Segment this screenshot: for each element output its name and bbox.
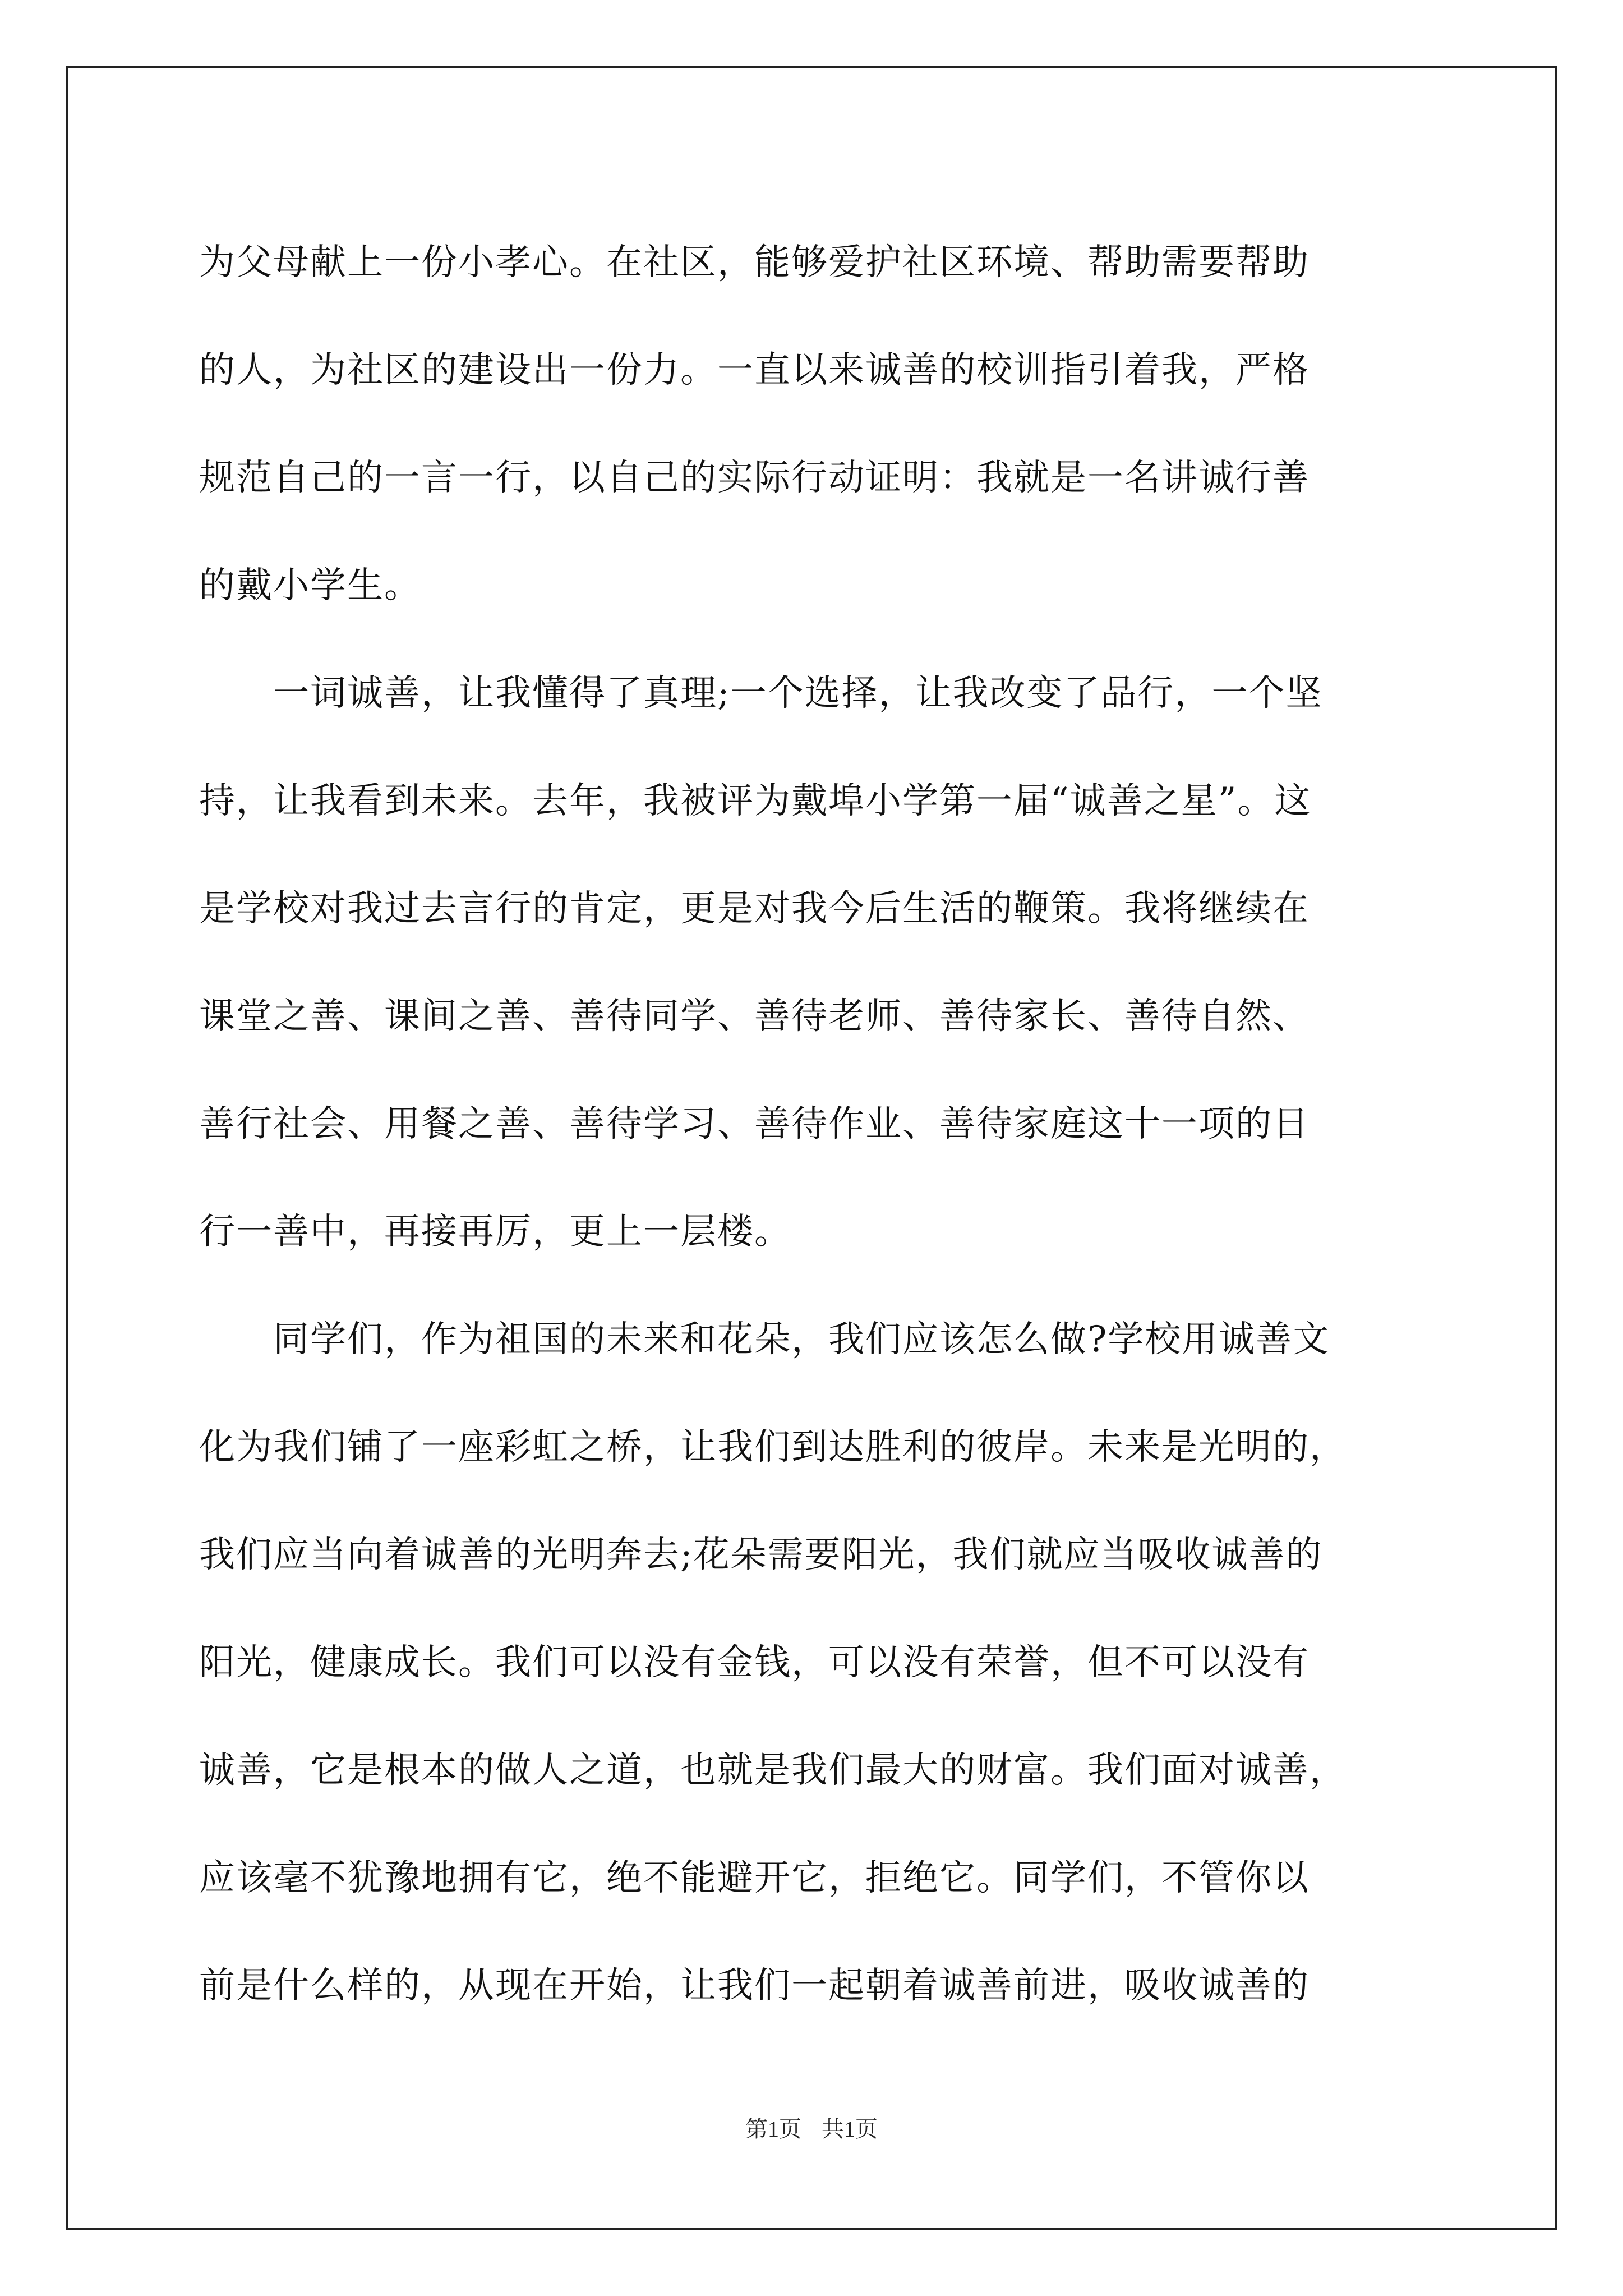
text-line: 同学们，作为祖国的未来和花朵，我们应该怎么做?学校用诚善文 (199, 1319, 1330, 1360)
text-line: 的戴小学生。 (199, 565, 421, 606)
text-line: 课堂之善、课间之善、善待同学、善待老师、善待家长、善待自然、 (199, 996, 1310, 1037)
text-line: 前是什么样的，从现在开始，让我们一起朝着诚善前进，吸收诚善的 (199, 1965, 1310, 2007)
document-body (199, 209, 1433, 2040)
page-number-total: 共1页 (822, 2116, 878, 2142)
text-line: 应该毫不犹豫地拥有它，绝不能避开它，拒绝它。同学们，不管你以 (199, 1857, 1310, 1899)
text-line: 持，让我看到未来。去年，我被评为戴埠小学第一届“诚善之星”。这 (199, 780, 1312, 822)
text-line: 化为我们铺了一座彩虹之桥，让我们到达胜利的彼岸。未来是光明的， (199, 1427, 1347, 1468)
text-line: 诚善，它是根本的做人之道，也就是我们最大的财富。我们面对诚善， (199, 1750, 1347, 1791)
text-line: 阳光，健康成长。我们可以没有金钱，可以没有荣誉，但不可以没有 (199, 1642, 1310, 1683)
text-line: 是学校对我过去言行的肯定，更是对我今后生活的鞭策。我将继续在 (199, 888, 1310, 930)
text-line: 的人，为社区的建设出一份力。一直以来诚善的校训指引着我，严格 (199, 349, 1310, 391)
page-footer (0, 2114, 1623, 2145)
text-line: 规范自己的一言一行，以自己的实际行动证明：我就是一名讲诚行善 (199, 457, 1310, 499)
text-line: 行一善中，再接再厉，更上一层楼。 (199, 1211, 791, 1253)
text-line: 为父母献上一份小孝心。在社区，能够爱护社区环境、帮助需要帮助 (199, 242, 1310, 283)
page-number-current: 第1页 (745, 2116, 801, 2142)
text-line: 善行社会、用餐之善、善待学习、善待作业、善待家庭这十一项的日 (199, 1103, 1310, 1145)
text-line: 一词诚善，让我懂得了真理;一个选择，让我改变了品行，一个坚 (199, 673, 1323, 714)
text-line: 我们应当向着诚善的光明奔去;花朵需要阳光，我们就应当吸收诚善的 (199, 1534, 1323, 1576)
